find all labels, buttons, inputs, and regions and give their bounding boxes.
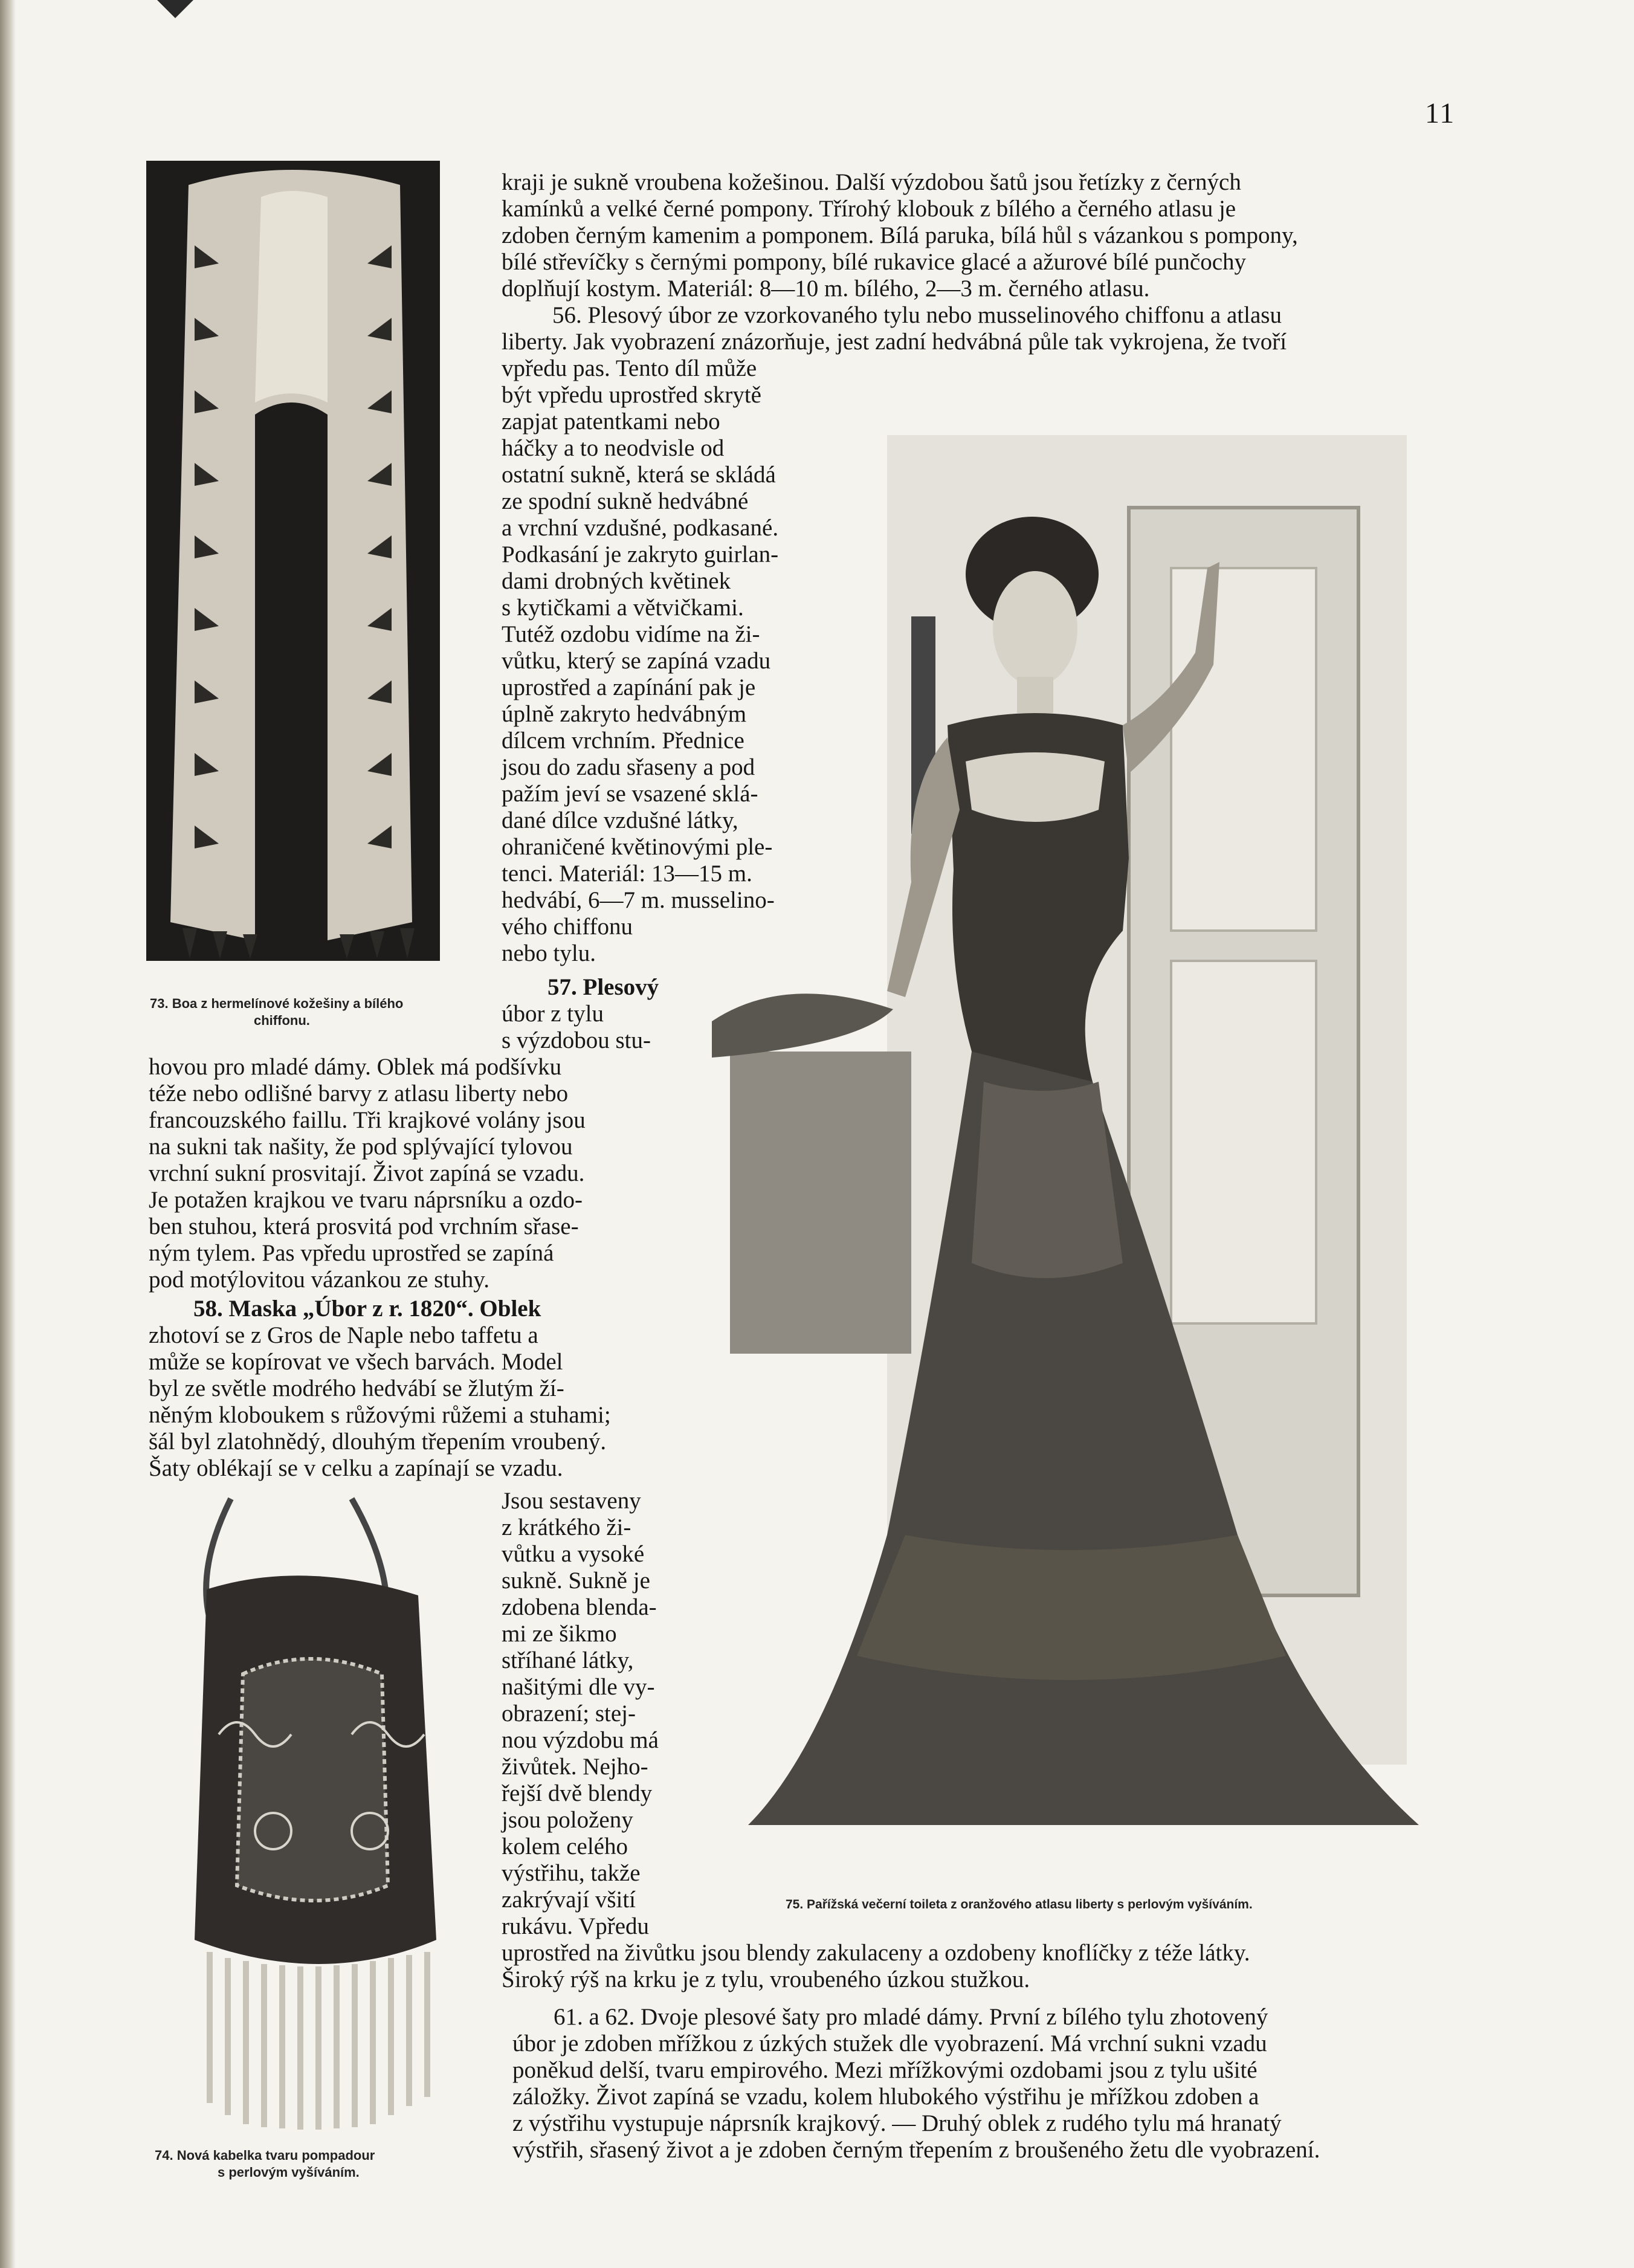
text-line: může se kopírovat ve všech barvách. Model [149,1349,563,1375]
text-line: výstřihu, takže [502,1860,641,1886]
text-line: 56. Plesový úbor ze vzorkovaného tylu nebo musselinového chiffonu a atlasu [552,302,1282,328]
text-line: poněkud delší, tvaru empirového. Mezi mřížkovými ozdobami jsou z tylu ušité [512,2057,1258,2083]
text-line: kraji je sukně vroubena kožešinou. Další výzdobou šatů jsou řetízky z černých [502,169,1241,195]
text-line: Široký rýš na krku je z tylu, vroubeného úzkou stužkou. [502,1966,1030,1992]
book-spine-shadow [0,0,16,2268]
text-line: Je potažen krajkou ve tvaru náprsníku a ozdo- [149,1187,583,1213]
text-line: zdobena blenda- [502,1594,657,1620]
figure-75-caption: 75. Pařížská večerní toileta z oranžového atlasu liberty s perlovým vyšíváním. [786,1898,1253,1911]
text-line: ze spodní sukně hedvábné [502,488,749,514]
text-line: tenci. Materiál: 13—15 m. [502,861,752,887]
text-line: Šaty oblékají se v celku a zapínají se vzadu. [149,1455,563,1481]
text-line: úplně zakryto hedvábným [502,701,747,727]
text-line: 61. a 62. Dvoje plesové šaty pro mladé dámy. První z bílého tylu zhotovený [554,2004,1268,2030]
text-line: uprostřed a zapínání pak je [502,674,756,700]
text-line: francouzského faillu. Tři krajkové volány jsou [149,1107,586,1133]
text-line: úbor z tylu [502,1001,604,1027]
text-line: z krátkého ži- [502,1514,631,1540]
text-line: téže nebo odlišné barvy z atlasu liberty nebo [149,1081,569,1107]
text-line: s kytičkami a větvičkami. [502,595,744,621]
text-line: s výzdobou stu- [502,1027,651,1053]
text-line: kolem celého [502,1833,628,1859]
text-line: stříhané látky, [502,1647,634,1673]
text-line: háčky a to neodvisle od [502,435,725,461]
text-line: hovou pro mladé dámy. Oblek má podšívku [149,1054,562,1080]
figure-73-boa-photo [146,161,440,961]
text-line: z výstřihu vystupuje náprsník krajkový. — Druhý oblek z rudého tylu má hranatý [512,2110,1282,2136]
page-number: 11 [1425,97,1456,129]
figure-73-caption-line2: chiffonu. [254,1013,310,1028]
text-line: dami drobných květinek [502,568,731,594]
text-line: 58. Maska „Úbor z r. 1820“. Oblek [193,1296,541,1322]
text-line: doplňují kostym. Materiál: 8—10 m. bílého, 2—3 m. černého atlasu. [502,276,1150,302]
text-line: liberty. Jak vyobrazení znázorňuje, jest zadní hedvábná půle tak vykrojena, že tvoří [502,329,1287,355]
text-line: vůtku, který se zapíná vzadu [502,648,771,674]
text-line: zakrývají všití [502,1887,636,1913]
text-line: pažím jeví se vsazené sklá- [502,781,758,807]
text-line: uprostřed na živůtku jsou blendy zakulaceny a ozdobeny knoflíčky z téže látky. [502,1940,1250,1966]
text-line: sukně. Sukně je [502,1568,650,1594]
text-line: nou výzdobu má [502,1727,659,1753]
text-line: výstřih, sřasený život a je zdoben černým třepením z broušeného žetu dle vyobrazení. [512,2137,1320,2163]
text-line: hedvábí, 6—7 m. musselino- [502,887,775,913]
text-line: pod motýlovitou vázankou ze stuhy. [149,1267,489,1293]
text-line: ben stuhou, která prosvitá pod vrchním sřase- [149,1213,579,1239]
text-line: ostatní sukně, která se skládá [502,462,776,488]
text-line: ným tylem. Pas vpředu uprostřed se zapíná [149,1240,554,1266]
text-line: záložky. Život zapíná se vzadu, kolem hlubokého výstřihu je mřížkou zdoben a [512,2084,1259,2110]
figure-74-pompadour-bag-photo [152,1493,486,2133]
text-line: dané dílce vzdušné látky, [502,807,738,833]
text-line: nebo tylu. [502,940,596,966]
text-line: vpředu pas. Tento díl může [502,355,757,381]
text-line: bílé střevíčky s černými pompony, bílé rukavice glacé a ažurové bílé punčochy [502,249,1247,275]
text-line: zhotoví se z Gros de Naple nebo taffetu a [149,1322,538,1348]
text-line: živůtek. Nejho- [502,1754,648,1780]
figure-75-evening-dress-photo [706,387,1471,1904]
text-line: rukávu. Vpředu [502,1913,650,1939]
text-line: kamínků a velké černé pompony. Třírohý klobouk z bílého a černého atlasu je [502,196,1236,222]
text-line: být vpředu uprostřed skrytě [502,382,761,408]
text-line: 57. Plesový [547,974,659,1000]
text-line: na sukni tak našity, že pod splývající tylovou [149,1134,573,1160]
figure-74-caption-line1: 74. Nová kabelka tvaru pompadour [155,2148,375,2163]
text-line: šál byl zlatohnědý, dlouhým třepením vroubený. [149,1429,607,1455]
text-line: obrazení; stej- [502,1701,636,1727]
text-line: Jsou sestaveny [502,1488,641,1514]
text-line: ohraničené květinovými ple- [502,834,773,860]
text-line: dílcem vrchním. Přednice [502,728,744,754]
text-line: vého chiffonu [502,914,633,940]
text-line: zdoben černým kamenim a pomponem. Bílá paruka, bílá hůl s vázankou s pompony, [502,222,1298,248]
text-line: něným kloboukem s růžovými růžemi a stuhami; [149,1402,611,1428]
text-line: mi ze šikmo [502,1621,617,1647]
text-line: jsou do zadu sřaseny a pod [502,754,755,780]
text-line: řejší dvě blendy [502,1780,653,1806]
figure-73-caption-line1: 73. Boa z hermelínové kožešiny a bílého [150,996,404,1011]
figure-74-caption-line2: s perlovým vyšíváním. [218,2165,360,2180]
text-line: Podkasání je zakryto guirlan- [502,541,779,567]
text-line: vrchní sukní prosvitají. Život zapíná se vzadu. [149,1160,585,1186]
text-line: zapjat patentkami nebo [502,409,720,435]
text-line: vůtku a vysoké [502,1541,645,1567]
corner-mark [151,0,199,24]
text-line: úbor je zdoben mřížkou z úzkých stužek dle vyobrazení. Má vrchní sukni vzadu [512,2031,1267,2056]
text-line: jsou položeny [502,1807,633,1833]
text-line: a vrchní vzdušné, podkasané. [502,515,779,541]
text-line: Tutéž ozdobu vidíme na ži- [502,621,760,647]
text-line: byl ze světle modrého hedvábí se žlutým ží- [149,1375,564,1401]
text-line: našitými dle vy- [502,1674,655,1700]
